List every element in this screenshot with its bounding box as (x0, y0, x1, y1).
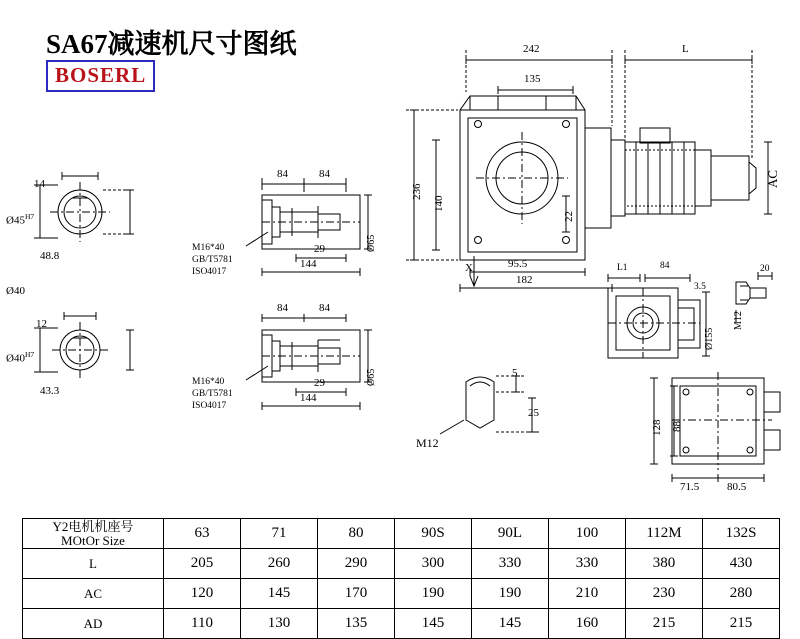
table-col-6: 112M (626, 519, 703, 549)
cell-L-1: 260 (241, 549, 318, 579)
cell-AD-6: 215 (626, 609, 703, 639)
cell-AC-6: 230 (626, 579, 703, 609)
row-label-L: L (23, 549, 164, 579)
dim-40h7-value: Ø40 (6, 352, 25, 365)
dim-48-8: 48.8 (40, 250, 60, 262)
dim-144-a: 144 (300, 258, 317, 270)
dim-43-3: 43.3 (40, 385, 60, 397)
dim-45h7-value: Ø45 (6, 214, 25, 227)
dim-X: X (465, 262, 473, 274)
cell-AC-2: 170 (318, 579, 395, 609)
cell-AC-1: 145 (241, 579, 318, 609)
table-row (23, 609, 780, 639)
cell-L-7: 430 (703, 549, 780, 579)
table-col-5: 100 (549, 519, 626, 549)
dim-40h7 (6, 350, 34, 365)
cell-AD-2: 135 (318, 609, 395, 639)
dim-182: 182 (516, 274, 533, 286)
dim-45h7 (6, 212, 34, 227)
dim-84-c: 84 (277, 302, 288, 314)
row-label-AD: AD (23, 609, 164, 639)
dim-5: 5 (512, 367, 518, 379)
cell-AD-3: 145 (395, 609, 472, 639)
dim-45h7-sup: H7 (24, 212, 35, 221)
table-col-0: 63 (164, 519, 241, 549)
table-col-4: 90L (472, 519, 549, 549)
motor-size-table (22, 518, 780, 639)
cell-L-3: 300 (395, 549, 472, 579)
bolt-spec-b-line3: ISO4017 (192, 401, 227, 411)
cell-L-6: 380 (626, 549, 703, 579)
dim-65-b: Ø65 (366, 368, 377, 386)
cell-AD-7: 215 (703, 609, 780, 639)
dim-71-5: 71.5 (680, 481, 700, 493)
dim-84-a: 84 (277, 168, 288, 180)
dim-L1: L1 (617, 263, 628, 273)
cell-AC-4: 190 (472, 579, 549, 609)
table-row (23, 549, 780, 579)
table-header-line1: Y2电机机座号 (52, 518, 134, 534)
dim-155: Ø155 (704, 327, 715, 350)
table-col-3: 90S (395, 519, 472, 549)
cell-AD-5: 160 (549, 609, 626, 639)
brand-logo: BOSERL (46, 60, 155, 92)
dim-40: Ø40 (6, 285, 25, 297)
dim-65-a: Ø65 (366, 234, 377, 252)
dim-M12-bottom: M12 (416, 436, 439, 450)
bolt-spec-a-line1: M16*40 (192, 243, 225, 253)
page-title: SA67减速机尺寸图纸 (46, 29, 297, 59)
dim-84-b: 84 (319, 168, 330, 180)
cell-L-5: 330 (549, 549, 626, 579)
table-col-1: 71 (241, 519, 318, 549)
bolt-spec-b-line1: M16*40 (192, 377, 225, 387)
cell-L-4: 330 (472, 549, 549, 579)
cell-AC-7: 280 (703, 579, 780, 609)
table-col-7: 132S (703, 519, 780, 549)
bolt-spec-b-line2: GB/T5781 (192, 389, 233, 399)
dim-AC: AC (765, 169, 780, 188)
dim-L: L (682, 43, 689, 55)
table-row (23, 579, 780, 609)
dim-128: 128 (651, 419, 663, 436)
bolt-spec-a-line3: ISO4017 (192, 267, 227, 277)
cell-AC-0: 120 (164, 579, 241, 609)
dim-80-5: 80.5 (727, 481, 747, 493)
table-header-row (23, 519, 780, 549)
dim-12: 12 (36, 318, 47, 330)
cell-AC-3: 190 (395, 579, 472, 609)
dim-40h7-sup: H7 (24, 350, 35, 359)
cell-AD-4: 145 (472, 609, 549, 639)
dim-3-5: 3.5 (694, 282, 706, 292)
bolt-spec-a-line2: GB/T5781 (192, 255, 233, 265)
table-header-line2: MOtOr Size (61, 532, 125, 548)
row-label-AC: AC (23, 579, 164, 609)
table-header-cell (23, 519, 164, 549)
cell-AC-5: 210 (549, 579, 626, 609)
dim-236: 236 (411, 183, 423, 200)
dim-144-b: 144 (300, 392, 317, 404)
cell-AD-0: 110 (164, 609, 241, 639)
dim-29-a: 29 (314, 243, 325, 255)
dim-88: 88 (671, 421, 683, 432)
dim-25: 25 (528, 407, 539, 419)
dim-84-right: 84 (660, 261, 670, 271)
cell-L-2: 290 (318, 549, 395, 579)
dim-M12-right: M12 (733, 311, 744, 330)
dim-29-b: 29 (314, 377, 325, 389)
table-col-2: 80 (318, 519, 395, 549)
dim-140: 140 (433, 195, 445, 212)
dim-135: 135 (524, 73, 541, 85)
dim-22: 22 (563, 211, 575, 222)
dim-242: 242 (523, 43, 540, 55)
dim-14: 14 (34, 178, 45, 190)
dim-95-5: 95.5 (508, 258, 528, 270)
dim-84-d: 84 (319, 302, 330, 314)
dim-20: 20 (760, 264, 770, 274)
cell-L-0: 205 (164, 549, 241, 579)
cell-AD-1: 130 (241, 609, 318, 639)
